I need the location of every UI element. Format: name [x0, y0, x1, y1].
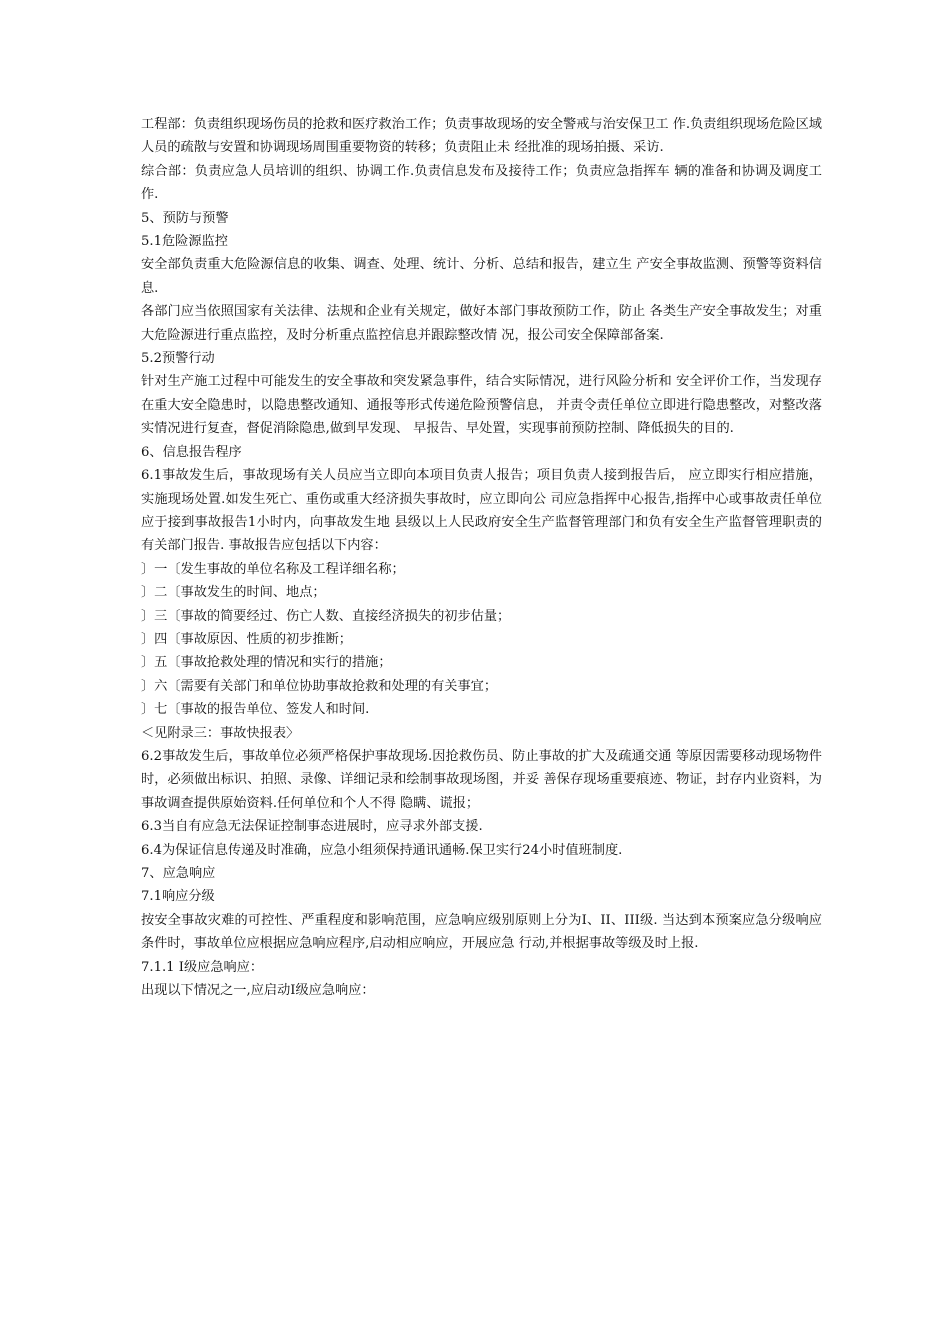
paragraph-department-duties: 各部门应当依照国家有关法律、法规和企业有关规定，做好本部门事故预防工作，防止 各类生产安全事故发生；对重大危险源进行重点监控，及时分析重点监控信息并跟踪整改情 况，报公司安全保障部备案.: [141, 304, 822, 343]
list-item-report-1: 〕一〔发生事故的单位名称及工程详细名称；: [141, 561, 405, 577]
paragraph-hazard-monitoring: 安全部负责重大危险源信息的收集、调查、处理、统计、分析、总结和报告，建立生 产安全事故监测、预警等资料信息.: [141, 257, 822, 296]
paragraph-response-levels: 按安全事故灾难的可控性、严重程度和影响范围，应急响应级别原则上分为I、II、III级. 当达到本预案应急分级响应条件时，事故单位应根据应急响应程序,启动相应响应，开展应急 行动,并根据事故等级及时上报.: [141, 912, 822, 952]
paragraph-level-1-conditions: 出现以下情况之一,应启动I级应急响应：: [141, 983, 375, 999]
heading-section-5: 5、预防与预警: [141, 210, 229, 226]
list-item-report-2: 〕二〔事故发生的时间、地点；: [141, 585, 326, 601]
heading-section-7: 7、应急响应: [141, 866, 216, 881]
list-item-report-6: 〕六〔需要有关部门和单位协助事故抢救和处理的有关事宜；: [141, 678, 498, 694]
list-item-report-3: 〕三〔事故的简要经过、伤亡人数、直接经济损失的初步估量；: [141, 608, 511, 624]
list-item-report-5: 〕五〔事故抢救处理的情况和实行的措施；: [141, 655, 392, 671]
appendix-reference: ＜见附录三：事故快报表〉: [141, 725, 300, 741]
list-item-report-7: 〕七〔事故的报告单位、签发人和时间.: [141, 702, 370, 718]
paragraph-general-dept: 综合部：负责应急人员培训的组织、协调工作.负责信息发布及接待工作；负责应急指挥车 辆的准备和协调及调度工作.: [141, 163, 822, 203]
heading-section-5-1: 5.1危险源监控: [141, 234, 228, 250]
list-item-report-4: 〕四〔事故原因、性质的初步推断；: [141, 631, 352, 647]
heading-section-7-1-1: 7.1.1 I级应急响应：: [141, 959, 264, 975]
heading-section-5-2: 5.2预警行动: [141, 351, 215, 367]
paragraph-section-6-3: 6.3当自有应急无法保证控制事态进展时，应寻求外部支援.: [141, 819, 483, 835]
heading-section-7-1: 7.1响应分级: [141, 889, 215, 905]
heading-section-6: 6、信息报告程序: [141, 444, 242, 460]
paragraph-warning-action: 针对生产施工过程中可能发生的安全事故和突发紧急事件，结合实际情况，进行风险分析和 安全评价工作，当发现存在重大安全隐患时，以隐患整改通知、通报等形式传递危险预警信息， 并责令责任单位立即进行隐患整改，对整改落实情况进行复查，督促消除隐患,做到早发现、 早报告、早处置，实现事前预防控制、降低损失的目的.: [141, 374, 822, 437]
paragraph-section-6-4: 6.4为保证信息传递及时准确，应急小组须保持通讯通畅.保卫实行24小时值班制度.: [141, 842, 623, 858]
paragraph-section-6-2: 6.2事故发生后，事故单位必须严格保护事故现场.因抢救伤员、防止事故的扩大及疏通交通 等原因需要移动现场物件时，必须做出标识、拍照、录像、详细记录和绘制事故现场图，并妥 善保存现场重要痕迹、物证，封存内业资料，为事故调查提供原始资料.任何单位和个人不得 隐瞒、谎报；: [141, 748, 822, 811]
paragraph-section-6-1: 6.1事故发生后，事故现场有关人员应当立即向本项目负责人报告；项目负责人接到报告后， 应立即实行相应措施，实施现场处置.如发生死亡、重伤或重大经济损失事故时，应立即向公 司应急指挥中心报告,指挥中心或事故责任单位应于接到事故报告1小时内，向事故发生地 县级以上人民政府安全生产监督管理部门和负有安全生产监督管理职责的有关部门报告. 事故报告应包括以下内容：: [141, 468, 822, 554]
paragraph-engineering-dept: 工程部：负责组织现场伤员的抢救和医疗救治工作；负责事故现场的安全警戒与治安保卫工 作.负责组织现场危险区域人员的疏散与安置和协调现场周围重要物资的转移；负责阻止未 经批准的现场拍摄、采访.: [141, 117, 822, 156]
